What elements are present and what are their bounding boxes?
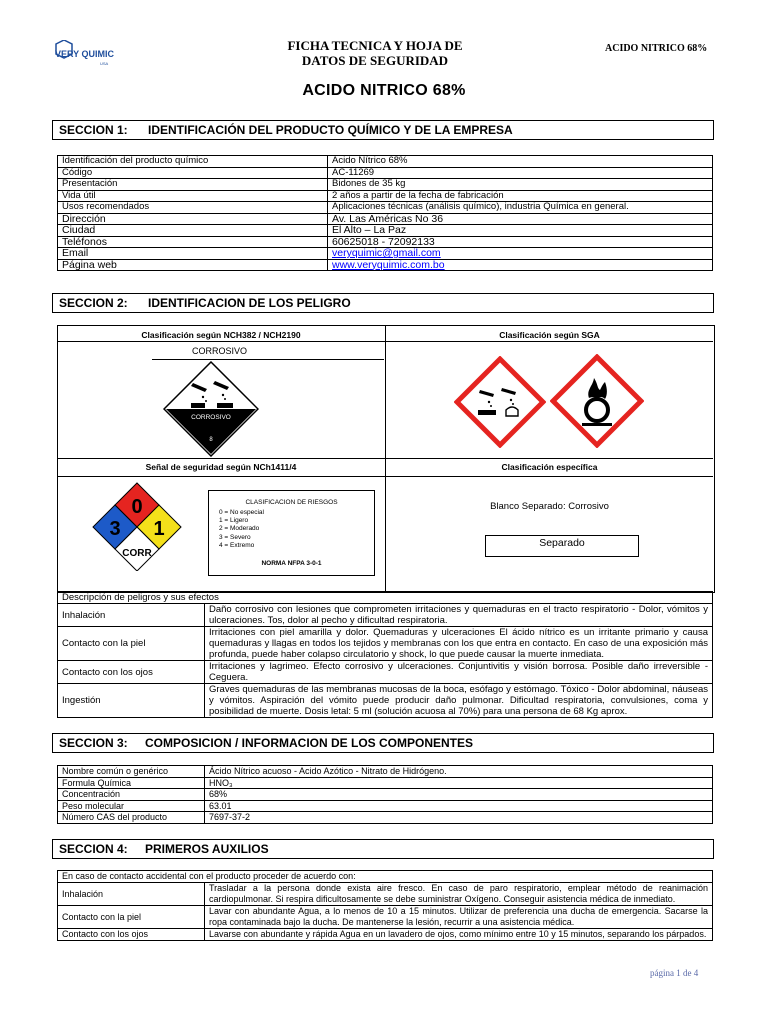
section2-title: IDENTIFICACION DE LOS PELIGRO xyxy=(148,296,351,310)
hazard-effect-row xyxy=(58,604,713,627)
product-info-value: 60625018 - 72092133 xyxy=(328,236,713,248)
composition-value: 7697-37-2 xyxy=(205,812,713,824)
section1-header xyxy=(52,120,714,140)
corrosive-transport-diamond xyxy=(163,361,259,457)
corrosivo-label: CORROSIVO xyxy=(192,346,248,356)
diamond-text: CORROSIVO xyxy=(191,414,231,421)
section4-table xyxy=(57,870,713,941)
website-link[interactable]: www.veryquimic.com.bo xyxy=(332,258,445,271)
risk-classification-box xyxy=(208,490,375,576)
ghs-corrosive-pictogram xyxy=(454,356,546,448)
hazard-effect-value: Irritaciones y lagrimeo. Efecto corrosivo y ulceraciones. Conjuntivitis y visión borrosa. Posible daño irreversible - Ceguera. xyxy=(205,661,713,684)
composition-row xyxy=(58,766,713,778)
product-info-row xyxy=(58,248,713,260)
panel-rule xyxy=(57,341,713,342)
section4-number: SECCION 4: xyxy=(59,842,128,856)
product-info-value xyxy=(328,259,713,271)
composition-row xyxy=(58,777,713,789)
hazard-effect-value: Daño corrosivo con lesiones que comprometen irritaciones y quemaduras en el tracto respiratorio - Dolor, vómitos y ulceraciones. Tos, dolor al pecho y dificultad respiratoria. xyxy=(205,604,713,627)
hazard-effect-label: Contacto con los ojos xyxy=(58,661,205,684)
section2-header xyxy=(52,293,714,313)
first-aid-value: Lavarse con abundante y rápida Agua en un lavadero de ojos, como mínimo entre 10 y 15 minutos, separando los párpados. xyxy=(205,929,713,941)
product-info-value xyxy=(328,248,713,260)
first-aid-intro: En caso de contacto accidental con el producto proceder de acuerdo con: xyxy=(58,871,713,883)
first-aid-intro-row xyxy=(58,871,713,883)
product-info-value: AC-11269 xyxy=(328,167,713,179)
first-aid-label: Inhalación xyxy=(58,883,205,906)
nch-header: Clasificación según NCH382 / NCH2190 xyxy=(141,330,301,340)
risk-level-item: 0 = No especial xyxy=(219,509,264,516)
composition-value: HNO₃ xyxy=(205,777,713,789)
header-product-label: ACIDO NITRICO 68% xyxy=(605,43,708,54)
product-info-label: Teléfonos xyxy=(58,236,328,248)
hazard-effect-value: Irritaciones con piel amarilla y dolor. Quemaduras y ulceraciones El ácido nítrico es un irritante primario y causa quemaduras y llagas en todos los tejidos y membranas con los que entra en contacto. En caso de una exposición más profunda, puede haber colapso circulatorio y shock, lo que puede causar la muerte inmediata. xyxy=(205,627,713,661)
composition-label: Número CAS del producto xyxy=(58,812,205,824)
composition-row xyxy=(58,800,713,812)
product-info-row xyxy=(58,167,713,179)
section2-number: SECCION 2: xyxy=(59,296,128,310)
nfpa-reactivity: 1 xyxy=(153,518,165,540)
sga-header: Clasificación según SGA xyxy=(499,330,600,340)
logo-text: VERY QUIMIC xyxy=(55,49,115,59)
hazard-effect-row xyxy=(58,661,713,684)
document-header-title xyxy=(250,38,500,68)
composition-value: Ácido Nítrico acuoso - Acido Azótico - Nitrato de Hidrógeno. xyxy=(205,766,713,778)
product-info-label: Ciudad xyxy=(58,225,328,237)
product-info-value: Aplicaciones técnicas (análisis químico), industria Química en general. xyxy=(328,202,713,214)
composition-value: 68% xyxy=(205,789,713,801)
product-info-value: 2 años a partir de la fecha de fabricación xyxy=(328,190,713,202)
hazard-effect-row xyxy=(58,684,713,718)
product-info-row xyxy=(58,259,713,271)
composition-label: Peso molecular xyxy=(58,800,205,812)
nfpa-special: CORR xyxy=(122,548,152,559)
composition-label: Concentración xyxy=(58,789,205,801)
product-info-label: Dirección xyxy=(58,213,328,225)
nfpa-flammability: 0 xyxy=(131,496,143,518)
section4-header xyxy=(52,839,714,859)
first-aid-label: Contacto con los ojos xyxy=(58,929,205,941)
hazard-effect-value: Graves quemaduras de las membranas mucosas de la boca, esófago y estómago. Tóxico - Dolor abdominal, náuseas y vómitos. Aspiración del vómito puede producir daño pulmonar. Dificultad respiratoria, convulsiones, coma y posibilidad de muerte. Dosis letal: 5 ml (solución acuosa al 70%) para una persona de 68 Kg aprox. xyxy=(205,684,713,718)
product-info-row xyxy=(58,225,713,237)
hazard-effect-row xyxy=(58,627,713,661)
composition-row xyxy=(58,789,713,801)
product-info-label: Código xyxy=(58,167,328,179)
product-info-value: El Alto – La Paz xyxy=(328,225,713,237)
nfpa-diamond xyxy=(92,481,182,571)
norma-label: NORMA NFPA 3-0-1 xyxy=(261,560,322,567)
panel-rule xyxy=(57,476,713,477)
product-info-label: Página web xyxy=(58,259,328,271)
first-aid-value: Lavar con abundante Agua, a lo menos de 10 a 15 minutos. Utilizar de preferencia una ducha de emergencia. Sacarse la ropa contaminada bajo la ducha. De mantenerse la lesión, recurrir a una asistencia médica. xyxy=(205,906,713,929)
risk-level-item: 3 = Severo xyxy=(219,533,251,541)
effects-header-row xyxy=(58,592,713,604)
risk-level-item: 1 = Ligero xyxy=(219,517,249,525)
first-aid-row xyxy=(58,906,713,929)
header-title-line1: FICHA TECNICA Y HOJA DE xyxy=(287,38,463,53)
section3-table xyxy=(57,765,713,824)
product-info-row xyxy=(58,190,713,202)
especifica-header: Clasificación específica xyxy=(501,462,598,472)
risk-level-item: 4 = Extremo xyxy=(219,541,255,549)
section1-title: IDENTIFICACIÓN DEL PRODUCTO QUÍMICO Y DE LA EMPRESA xyxy=(148,123,513,137)
separado-label: Separado xyxy=(539,537,585,549)
product-info-label: Email xyxy=(58,248,328,260)
email-link[interactable]: veryquimic@gmail.com xyxy=(332,247,441,259)
blanco-separado-text: Blanco Separado: Corrosivo xyxy=(490,501,609,512)
composition-row xyxy=(58,812,713,824)
hazard-effect-label: Ingestión xyxy=(58,684,205,718)
product-info-value: Av. Las Américas No 36 xyxy=(328,213,713,225)
section1-table xyxy=(57,155,713,271)
section1-number: SECCION 1: xyxy=(59,123,128,137)
product-info-label: Usos recomendados xyxy=(58,202,328,214)
page-number: página 1 de 4 xyxy=(650,968,699,978)
company-logo xyxy=(50,40,122,66)
header-title-line2: DATOS DE SEGURIDAD xyxy=(301,53,449,68)
page-title: ACIDO NITRICO 68% xyxy=(302,82,466,99)
hazard-effect-label: Contacto con la piel xyxy=(58,627,205,661)
senal-header: Señal de seguridad según NCh1411/4 xyxy=(145,462,297,472)
logo-sub: USA xyxy=(100,61,109,66)
product-info-row xyxy=(58,213,713,225)
effects-header: Descripción de peligros y sus efectos xyxy=(58,592,713,604)
section3-number: SECCION 3: xyxy=(59,736,128,750)
nfpa-health: 3 xyxy=(109,518,121,540)
ghs-oxidizer-pictogram xyxy=(550,354,644,448)
product-info-value: Ácido Nítrico 68% xyxy=(328,156,713,168)
composition-label: Nombre común o genérico xyxy=(58,766,205,778)
section4-title: PRIMEROS AUXILIOS xyxy=(145,842,269,856)
risk-title: CLASIFICACION DE RIESGOS xyxy=(245,499,338,506)
first-aid-row xyxy=(58,929,713,941)
first-aid-value: Trasladar a la persona donde exista aire fresco. En caso de paro respiratorio, emplear método de reanimación cardiopulmonar. Si respira dificultosamente se debe suministrar Oxígeno. Conseguir asistencia médica de inmediato. xyxy=(205,883,713,906)
product-info-label: Vida útil xyxy=(58,190,328,202)
product-info-row xyxy=(58,179,713,191)
product-info-row xyxy=(58,156,713,168)
risk-level-item: 2 = Moderado xyxy=(219,525,260,533)
hazard-effects-table xyxy=(57,591,713,718)
hazard-effect-label: Inhalación xyxy=(58,604,205,627)
section3-title: COMPOSICION / INFORMACION DE LOS COMPONENTES xyxy=(145,736,474,750)
composition-value: 63.01 xyxy=(205,800,713,812)
first-aid-row xyxy=(58,883,713,906)
product-info-label: Identificación del producto químico xyxy=(58,156,328,168)
risk-list xyxy=(219,509,264,550)
first-aid-label: Contacto con la piel xyxy=(58,906,205,929)
product-info-value: Bidones de 35 kg xyxy=(328,179,713,191)
diamond-class-number: 8 xyxy=(209,437,213,443)
panel-rule xyxy=(57,458,713,459)
separado-box xyxy=(485,535,639,557)
composition-label: Formula Química xyxy=(58,777,205,789)
product-info-row xyxy=(58,236,713,248)
section3-header xyxy=(52,733,714,753)
corrosivo-label-box xyxy=(152,344,384,360)
product-info-label: Presentación xyxy=(58,179,328,191)
product-info-row xyxy=(58,202,713,214)
